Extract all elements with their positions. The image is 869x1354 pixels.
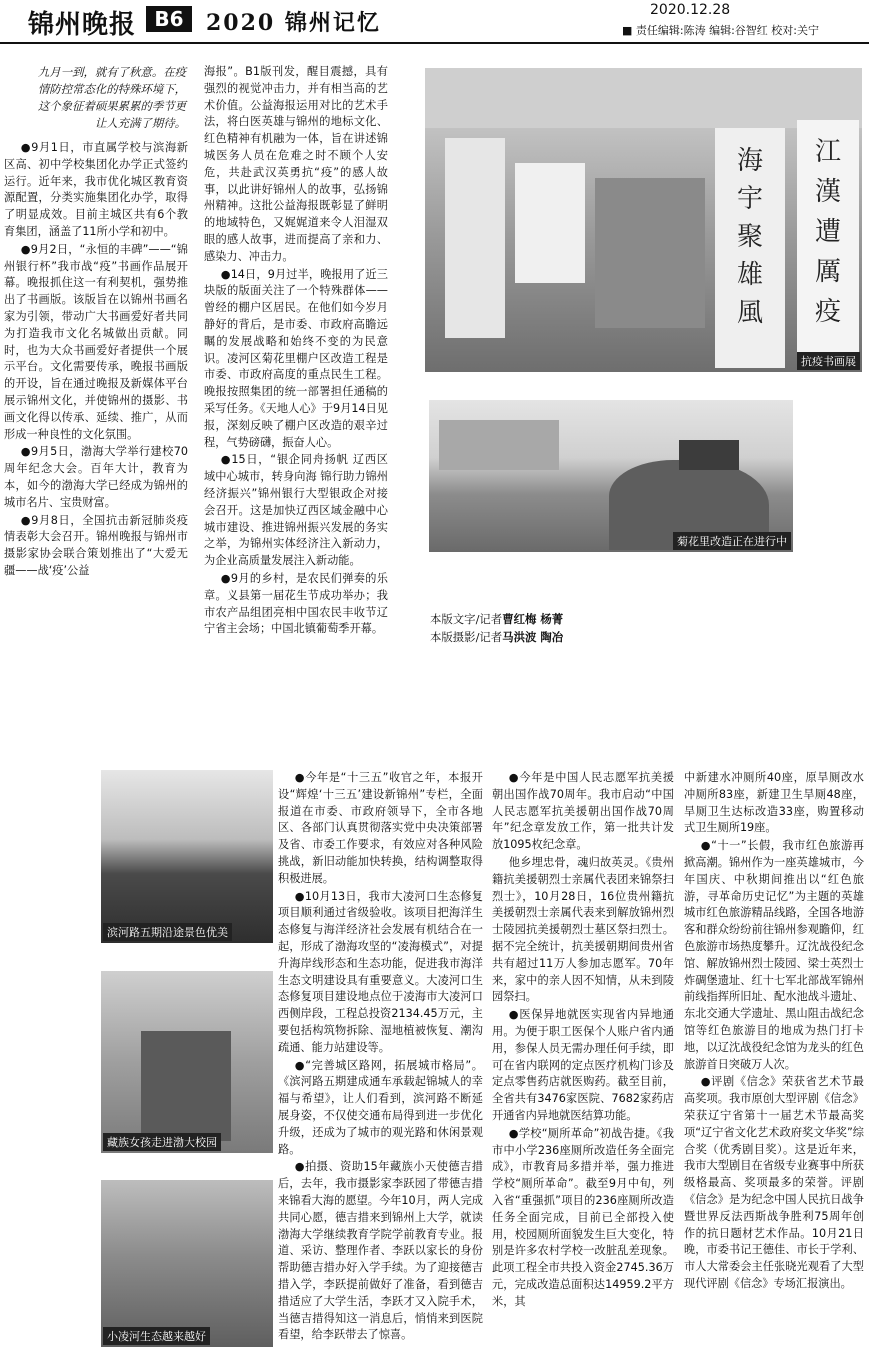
paragraph: 海报”。B1版刊发，醒目震撼，具有强烈的视觉冲击力，并有相当高的艺术价值。公益海报运用对比的艺术手法，将白医英雄与锦州的地标文化、红色精神有机融为一体，旨在讲述锦城医务人员在危难之时不顾个人安危，共赴武汉英勇抗“疫”的感人故事，以此讲好锦州人的故事，弘扬锦州精神。这批公益海报既彰显了鲜明的地域特色，又娓娓道来令人泪湿双眼的感人故事，进而提高了亲和力、感染力、冲击力。 xyxy=(204,65,388,263)
calligraphy-char: 宇 xyxy=(736,184,763,214)
article-column-2 xyxy=(204,64,388,639)
excavator-icon xyxy=(679,440,739,470)
photo-caption: 菊花里改造正在进行中 xyxy=(673,532,791,550)
paragraph: ●9月2日，“永恒的丰碑”——“锦州银行杯”我市战“疫”书画作品展开幕。晚报抓住这一有利契机，强势推出了书画版。该版旨在以锦州书画名家为引领，带动广大书画爱好者共同为打造我市文化名城做出贡献。同时，也为大众书画爱好者提供一个展示平台。文化需要传承，晚报书画版的开设，旨在通过晚报及新媒体平台展示锦州文化，并使锦州的摄影、书画文化得以传承、延续、推广，从而形成一种良性的文化氛围。 xyxy=(4,242,188,441)
masthead-rule xyxy=(0,42,869,44)
issue-date: 2020.12.28 xyxy=(650,2,731,18)
scroll-painting xyxy=(515,163,585,283)
masthead xyxy=(0,0,869,44)
credit-label: 本版文字/记者 xyxy=(430,612,503,626)
calligraphy-char: 聚 xyxy=(736,222,763,252)
road-photo xyxy=(101,770,273,943)
article-column-5 xyxy=(684,770,864,1294)
demolition-photo xyxy=(429,400,793,552)
student-photo xyxy=(101,971,273,1153)
paragraph: ●9月8日，全国抗击新冠肺炎疫情表彰大会召开。锦州晚报与锦州市摄影家协会联合策划推出了“大爱无疆——战‘疫’公益 xyxy=(4,513,188,577)
paragraph: ●9月1日，市直属学校与滨海新区高、初中学校集团化办学正式签约运行。近年来，我市优化城区教育资源配置，分类实施集团化办学，取得了明显成效。目前主城区共有6个教育集团，涵盖了11所小学和初中。 xyxy=(4,141,188,238)
newspaper-logo: 锦州晚报 xyxy=(28,10,137,40)
photo-caption: 藏族女孩走进渤大校园 xyxy=(103,1133,221,1151)
paragraph: 他乡埋忠骨，魂归故英灵。《贵州籍抗美援朝烈士亲属代表团来锦祭扫烈士》，10月28日，16位贵州籍抗美援朝烈士亲属代表来到解放锦州烈士陵园抗美援朝烈士墓区祭扫烈士。据不完全统计，抗美援朝期间贵州省共有超过11万人参加志愿军。70年来，家中的亲人因不知情，从未到陵园祭扫。 xyxy=(492,855,674,1004)
paragraph: ●9月5日，渤海大学举行建校70周年纪念大会。百年大计，教育为本，如今的渤海大学已经成为锦州的城市名片、宝贵财富。 xyxy=(4,445,188,509)
people-figures xyxy=(141,1031,231,1141)
calligraphy-scroll-right xyxy=(797,120,859,370)
page-number-badge: B6 xyxy=(146,6,192,32)
credit-names: 曹红梅 杨菁 xyxy=(502,612,564,626)
credit-label: 本版摄影/记者 xyxy=(430,630,503,644)
photo-caption: 抗疫书画展 xyxy=(797,352,860,370)
calligraphy-char: 厲 xyxy=(814,257,841,287)
buildings-background xyxy=(439,420,559,470)
article-column-4 xyxy=(492,770,674,1312)
visitors-group xyxy=(595,178,705,328)
calligraphy-char: 疫 xyxy=(814,297,841,327)
paragraph: ●14日，9月过半，晚报用了近三块版的版面关注了一个特殊群体——曾经的棚户区居民。在他们如今岁月静好的背后，是市委、市政府高瞻远瞩的发展战略和始终不变的为民意识。凌河区菊花里棚户区改造工程是市委、市政府高度的重点民生工程。晚报按照集团的统一部署担任通稿的采写任务。《天地人心》于9月14日见报，深刻反映了棚户区改造的艰辛过程，气势磅礴，振奋人心。 xyxy=(204,267,388,449)
calligraphy-scroll-left xyxy=(715,128,785,368)
paragraph: 中新建水冲厕所40座，原旱厕改水冲厕所83座，新建卫生旱厕48座，旱厕卫生达标改造33座，购置移动式卫生厕所19座。 xyxy=(684,771,864,835)
calligraphy-char: 漢 xyxy=(814,177,841,207)
photo-caption: 滨河路五期沿途景色优美 xyxy=(103,923,232,941)
lead-quote: 九月一到，就有了秋意。在疫情防控常态化的特殊环境下，这个象征着硕果累累的季节更让人充满了期待。 xyxy=(37,65,186,130)
paragraph: ●今年是“十三五”收官之年，本报开设“辉煌‘十三五’建设新锦州”专栏，全面报道在市委、市政府领导下，全市各地区、各部门认真贯彻落实党中央决策部署及省、市委工作要求，有效应对各种风险挑战，新旧动能加快转换，结构调整取得积极进展。 xyxy=(278,771,483,885)
paragraph: ●9月的乡村，是农民们弹奏的乐章。义县第一届花生节成功举办；我市农产品组团亮相中国农民丰收节辽宁省主会场；中国北镇葡萄季开幕。 xyxy=(204,571,388,636)
paragraph: ●“完善城区路网，拓展城市格局”。《滨河路五期建成通车承载起锦城人的幸福与希望》，让人们看到，滨河路不断延展身姿，不仅使交通布局得到进一步优化升级，还成为了城市的观光路和休闲景观路。 xyxy=(278,1058,483,1156)
calligraphy-char: 江 xyxy=(814,137,841,167)
section-title: 2020 锦州记忆 xyxy=(206,10,381,36)
paragraph: ●拍摄、资助15年藏族小天使德吉措后，去年，我市摄影家李跃园了带德吉措来锦看大海的愿望。今年10月，两人完成共同心愿，德吉措来到锦州上大学，就读渤海大学继续教育学院学前教育专业。报道、采访、整理作者、李跃以家长的身份帮助德吉措办好入学手续。为了迎接德吉措入学，李跃提前做好了准备，看到德吉措适应了大学生活，李跃才又入院手术，当德吉措得知这一消息后，悄悄来到医院看望，给李跃带去了惊喜。 xyxy=(278,1160,483,1342)
ceiling-area xyxy=(425,68,862,128)
exhibition-photo xyxy=(425,68,862,372)
editor-credits: ■ 责任编辑:陈涛 编辑:谷智红 校对:关宁 xyxy=(622,24,819,37)
calligraphy-char: 雄 xyxy=(736,260,763,290)
paragraph: ●15日，“银企同舟扬帆 辽西区域中心城市，转身向海 锦行助力锦州经济振兴”锦州银行大型银政企对接会召开。这是加快辽西区域金融中心城市建设、推进锦州振兴发展的务实之举，为锦州实体经济注入新动力，为企业高质量发展注入新动能。 xyxy=(204,453,388,568)
paragraph: ●“十一”长假，我市红色旅游再掀高潮。锦州作为一座英雄城市，今年国庆、中秋期间推出以“红色旅游，寻革命历史记忆”为主题的英雄城市红色旅游精品线路，全国各地游客和群众纷纷前往锦州参观瞻仰，红色旅游市场热度攀升。辽沈战役纪念馆、解放锦州烈士陵园、梁士英烈士炸碉堡遗址、红十七军北部战军锦州前线指挥所旧址、配水池战斗遗址、东北交通大学遗址、黑山阻击战纪念馆等红色旅游目的地成为热门打卡地，以辽沈战役纪念馆为龙头的红色旅游首日突破万人次。 xyxy=(684,839,864,1071)
calligraphy-char: 遭 xyxy=(814,217,841,247)
paragraph: ●学校“厕所革命”初战告捷。《我市中小学236座厕所改造任务全面完成》，市教育局多措并举，强力推进学校“厕所革命”。截至9月中旬，列入省“重强抓”项目的236座厕所改造任务全面完成，目前已全部投入使用，校园厕所面貌发生巨大变化，特别是许多农村学校一改脏乱差现象。此项工程全市共投入资金2745.36万元，完成改造总面积达14959.2平方米，其 xyxy=(492,1126,674,1308)
paragraph: ●医保异地就医实现省内异地通用。为便于职工医保个人账户省内通用，参保人员无需办理任何手续，即可在省内联网的定点医疗机构门诊及定点零售药店就医购药。截至目前，全省共有3476家医院、7682家药店开通省内异地就医结算功能。 xyxy=(492,1008,674,1122)
credit-names: 马洪波 陶冶 xyxy=(502,630,564,644)
wetland-photo xyxy=(101,1180,273,1347)
calligraphy-char: 海 xyxy=(736,146,763,176)
page-credits xyxy=(430,610,563,646)
scroll-painting xyxy=(445,138,505,338)
calligraphy-char: 風 xyxy=(736,298,763,328)
article-column-1 xyxy=(4,140,188,581)
article-column-3 xyxy=(278,770,483,1345)
paragraph: ●今年是中国人民志愿军抗美援朝出国作战70周年。我市启动“中国人民志愿军抗美援朝出国作战70周年”纪念章发放工作，第一批共计发放1095枚纪念章。 xyxy=(492,771,674,852)
paragraph: ●评剧《信念》荣获省艺术节最高奖项。我市原创大型评剧《信念》荣获辽宁省第十一届艺术节最高奖项“辽宁省文化艺术政府奖文华奖”综合奖（优秀剧目奖）。这是近年来，我市大型剧目在省级专业赛事中所获级格最高、奖项最多的荣誉。评剧《信念》是为纪念中国人民抗日战争暨世界反法西斯战争胜利75周年创作的抗日题材艺术作品。10月21日晚，市委书记王德佳、市长于学利、市人大常委会主任张晓光观看了大型现代评剧《信念》专场汇报演出。 xyxy=(684,1075,864,1290)
photo-caption: 小凌河生态越来越好 xyxy=(103,1327,210,1345)
paragraph: ●10月13日，我市大凌河口生态修复项目顺利通过省级验收。该项目把海洋生态修复与海洋经济社会发展有机结合在一起，形成了渤海攻坚的“凌海模式”，对提升海岸线形态和生态功能，促进我市海洋生态文明建设具有重要意义。大凌河口生态修复项目建设地点位于凌海市大凌河口西侧岸段，工程总投资2134.45万元，主要包括构筑物拆除、湿地植被恢复、潮沟疏通、能力站建设等。 xyxy=(278,889,483,1054)
